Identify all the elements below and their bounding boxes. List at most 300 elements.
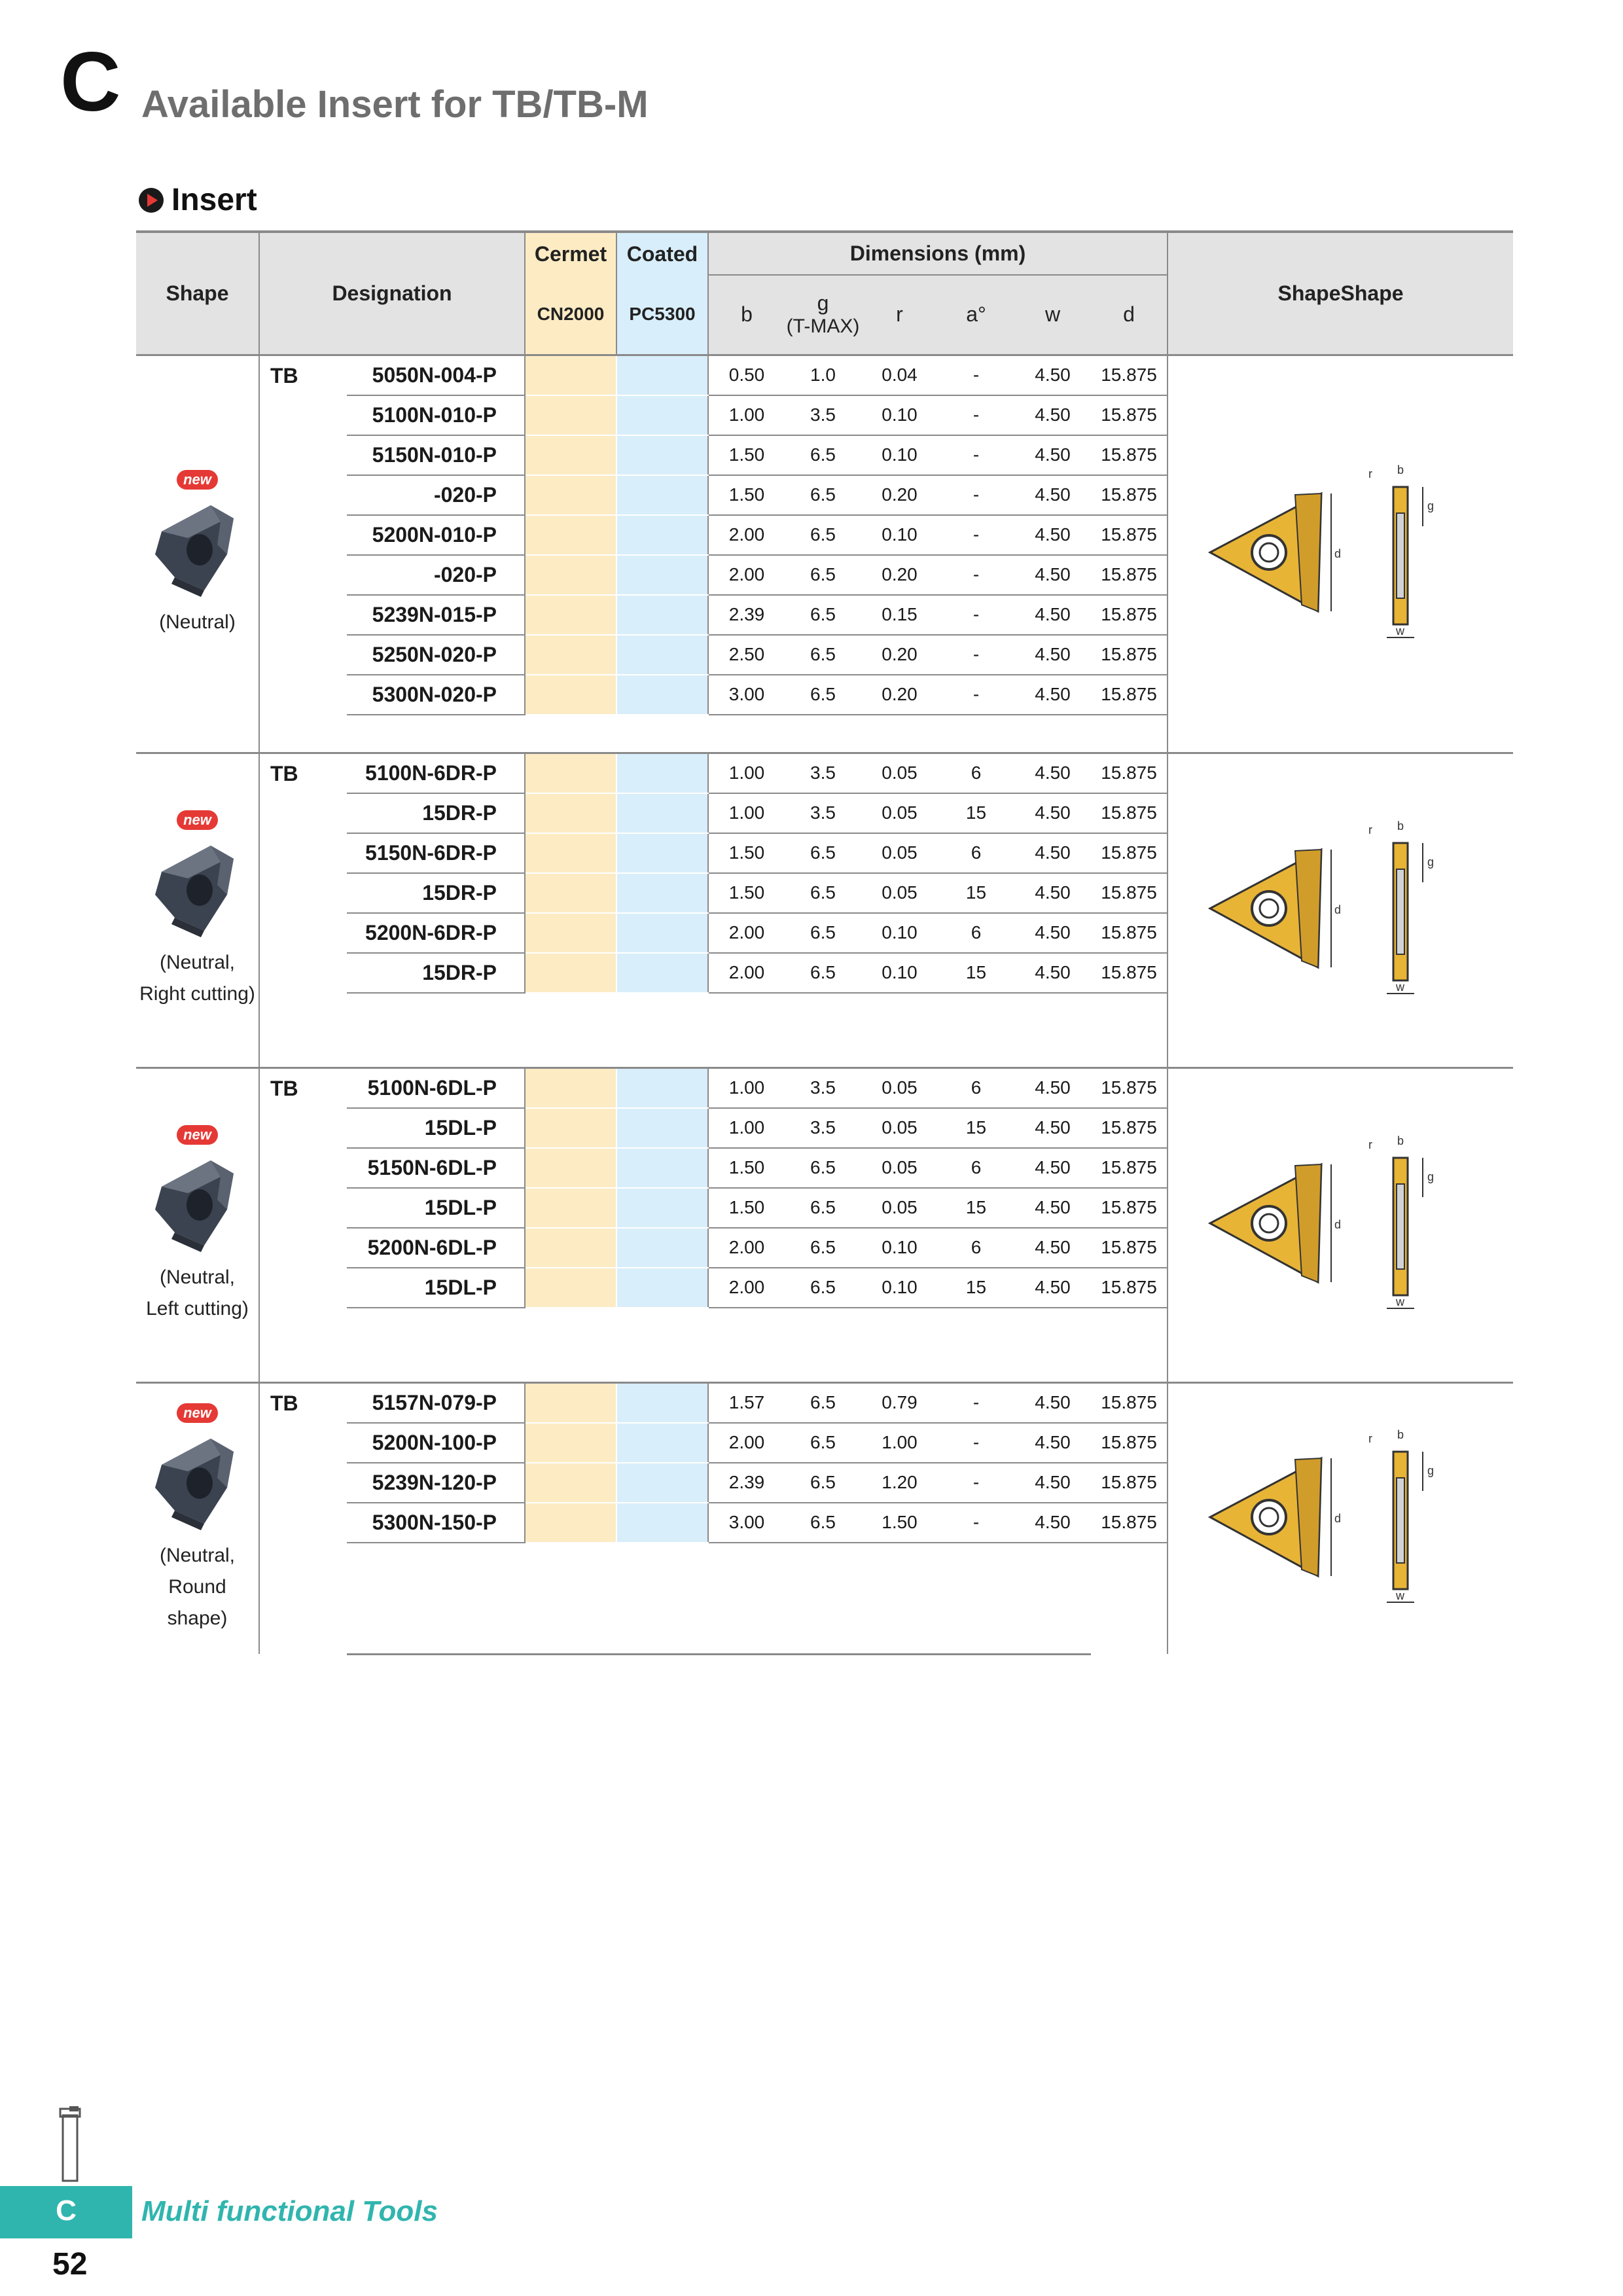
dim-a-cell: - bbox=[938, 355, 1014, 395]
spacer-cell bbox=[347, 1617, 1091, 1655]
dim-a-cell: 15 bbox=[938, 793, 1014, 833]
dim-g-cell: 3.5 bbox=[785, 395, 861, 435]
dim-d-cell: 15.875 bbox=[1091, 475, 1168, 515]
dim-b-cell: 1.50 bbox=[708, 873, 785, 913]
dim-d-cell: 15.875 bbox=[1091, 1268, 1168, 1308]
drawing-label-d: d bbox=[1334, 1218, 1341, 1231]
header-w: w bbox=[1014, 275, 1091, 355]
grade-pc5300-cell bbox=[616, 1382, 708, 1423]
shape-label-line: (Neutral, bbox=[159, 1266, 236, 1288]
shape-label-line: (Neutral, bbox=[159, 952, 236, 973]
dim-w-cell: 4.50 bbox=[1014, 555, 1091, 595]
grade-pc5300-cell bbox=[616, 793, 708, 833]
designation-cell: 5157N-079-P bbox=[347, 1382, 525, 1423]
grade-cn2000-cell bbox=[525, 1268, 616, 1308]
grade-pc5300-cell bbox=[616, 555, 708, 595]
designation-cell: -020-P bbox=[347, 555, 525, 595]
designation-cell: 5050N-004-P bbox=[347, 355, 525, 395]
dim-r-cell: 0.10 bbox=[861, 515, 938, 555]
dim-d-cell: 15.875 bbox=[1091, 1423, 1168, 1463]
dim-d-cell: 15.875 bbox=[1091, 873, 1168, 913]
dim-w-cell: 4.50 bbox=[1014, 635, 1091, 675]
dim-a-cell: 6 bbox=[938, 1228, 1014, 1268]
new-badge: new bbox=[177, 470, 218, 490]
shape-drawing-cell bbox=[1168, 1067, 1513, 1382]
grade-pc5300-cell bbox=[616, 1268, 708, 1308]
grade-pc5300-cell bbox=[616, 595, 708, 635]
designation-cell: 5150N-010-P bbox=[347, 435, 525, 475]
grade-cn2000-cell bbox=[525, 595, 616, 635]
dim-d-cell: 15.875 bbox=[1091, 515, 1168, 555]
dim-w-cell: 4.50 bbox=[1014, 1188, 1091, 1228]
dim-r-cell: 0.20 bbox=[861, 555, 938, 595]
dim-g-cell: 6.5 bbox=[785, 873, 861, 913]
dim-r-cell: 0.05 bbox=[861, 753, 938, 793]
dim-d-cell: 15.875 bbox=[1091, 395, 1168, 435]
dim-b-cell: 3.00 bbox=[708, 675, 785, 715]
new-badge: new bbox=[177, 810, 218, 830]
dim-w-cell: 4.50 bbox=[1014, 753, 1091, 793]
drawing-label-d: d bbox=[1334, 547, 1341, 560]
dim-d-cell: 15.875 bbox=[1091, 1228, 1168, 1268]
dim-d-cell: 15.875 bbox=[1091, 913, 1168, 953]
spacer-cell bbox=[347, 1345, 1091, 1383]
designation-cell: 15DL-P bbox=[347, 1188, 525, 1228]
footer-line bbox=[0, 2234, 132, 2238]
designation-cell: 5150N-6DR-P bbox=[347, 833, 525, 873]
drawing-label-r: r bbox=[1368, 467, 1372, 480]
dim-a-cell: - bbox=[938, 475, 1014, 515]
header-designation: Designation bbox=[259, 232, 525, 355]
insert-photo-icon bbox=[149, 492, 247, 603]
dim-d-cell: 15.875 bbox=[1091, 555, 1168, 595]
designation-cell: 5239N-015-P bbox=[347, 595, 525, 635]
designation-cell: 5200N-100-P bbox=[347, 1423, 525, 1463]
drawing-label-w: w bbox=[1395, 624, 1404, 637]
table-row bbox=[136, 1382, 1513, 1423]
grade-pc5300-cell bbox=[616, 435, 708, 475]
insert-table bbox=[136, 230, 1513, 1655]
dim-g-cell: 6.5 bbox=[785, 913, 861, 953]
header-d: d bbox=[1091, 275, 1168, 355]
dim-d-cell: 15.875 bbox=[1091, 1067, 1168, 1108]
dim-g-cell: 3.5 bbox=[785, 1108, 861, 1148]
dim-d-cell: 15.875 bbox=[1091, 793, 1168, 833]
arrow-circle-icon bbox=[139, 188, 164, 213]
grade-pc5300-cell bbox=[616, 953, 708, 993]
header-cermet: Cermet bbox=[525, 232, 616, 275]
dim-w-cell: 4.50 bbox=[1014, 1268, 1091, 1308]
dim-a-cell: - bbox=[938, 515, 1014, 555]
dim-a-cell: - bbox=[938, 1382, 1014, 1423]
designation-cell: 5200N-6DL-P bbox=[347, 1228, 525, 1268]
dim-g-cell: 6.5 bbox=[785, 1463, 861, 1503]
grade-pc5300-cell bbox=[616, 1463, 708, 1503]
dim-b-cell: 1.57 bbox=[708, 1382, 785, 1423]
dim-d-cell: 15.875 bbox=[1091, 833, 1168, 873]
page-number: 52 bbox=[52, 2247, 88, 2282]
header-r: r bbox=[861, 275, 938, 355]
grade-cn2000-cell bbox=[525, 675, 616, 715]
insert-dimension-drawing bbox=[1197, 810, 1485, 1007]
dim-a-cell: - bbox=[938, 555, 1014, 595]
dim-d-cell: 15.875 bbox=[1091, 635, 1168, 675]
dim-g-cell: 6.5 bbox=[785, 515, 861, 555]
header-g-sub: (T-MAX) bbox=[786, 315, 860, 337]
dim-g-cell: 6.5 bbox=[785, 833, 861, 873]
dim-r-cell: 0.10 bbox=[861, 395, 938, 435]
dim-a-cell: - bbox=[938, 635, 1014, 675]
header-a: a° bbox=[938, 275, 1014, 355]
dim-g-cell: 6.5 bbox=[785, 1268, 861, 1308]
dim-b-cell: 2.00 bbox=[708, 953, 785, 993]
designation-cell: 5250N-020-P bbox=[347, 635, 525, 675]
dim-r-cell: 0.05 bbox=[861, 1148, 938, 1188]
dim-r-cell: 0.05 bbox=[861, 1067, 938, 1108]
drawing-label-b: b bbox=[1397, 819, 1404, 833]
grade-cn2000-cell bbox=[525, 395, 616, 435]
table-body bbox=[136, 355, 1513, 1654]
spacer-cell bbox=[347, 1030, 1091, 1068]
new-badge: new bbox=[177, 1403, 218, 1423]
grade-cn2000-cell bbox=[525, 475, 616, 515]
dim-g-cell: 6.5 bbox=[785, 1228, 861, 1268]
dim-r-cell: 0.05 bbox=[861, 793, 938, 833]
dim-r-cell: 0.10 bbox=[861, 435, 938, 475]
new-badge: new bbox=[177, 1125, 218, 1145]
dim-g-cell: 3.5 bbox=[785, 1067, 861, 1108]
grade-cn2000-cell bbox=[525, 953, 616, 993]
dim-w-cell: 4.50 bbox=[1014, 675, 1091, 715]
grade-cn2000-cell bbox=[525, 1228, 616, 1268]
shape-drawing-cell bbox=[1168, 753, 1513, 1067]
dim-r-cell: 0.04 bbox=[861, 355, 938, 395]
grade-pc5300-cell bbox=[616, 1423, 708, 1463]
dim-b-cell: 1.00 bbox=[708, 753, 785, 793]
spacer-cell bbox=[347, 1543, 1091, 1580]
insert-photo-icon bbox=[149, 1147, 247, 1259]
dim-b-cell: 1.50 bbox=[708, 475, 785, 515]
dim-b-cell: 2.00 bbox=[708, 913, 785, 953]
dim-g-cell: 6.5 bbox=[785, 675, 861, 715]
dim-d-cell: 15.875 bbox=[1091, 595, 1168, 635]
dim-g-cell: 6.5 bbox=[785, 1423, 861, 1463]
header-b: b bbox=[708, 275, 785, 355]
header-pc5300: PC5300 bbox=[616, 275, 708, 355]
grade-pc5300-cell bbox=[616, 753, 708, 793]
chapter-letter: C bbox=[60, 35, 121, 129]
designation-cell: 5100N-6DR-P bbox=[347, 753, 525, 793]
dim-b-cell: 2.39 bbox=[708, 1463, 785, 1503]
designation-cell: 15DR-P bbox=[347, 953, 525, 993]
dim-r-cell: 0.20 bbox=[861, 635, 938, 675]
dim-w-cell: 4.50 bbox=[1014, 1148, 1091, 1188]
dim-a-cell: - bbox=[938, 435, 1014, 475]
drawing-label-d: d bbox=[1334, 903, 1341, 916]
grade-pc5300-cell bbox=[616, 1188, 708, 1228]
dim-g-cell: 1.0 bbox=[785, 355, 861, 395]
dim-d-cell: 15.875 bbox=[1091, 753, 1168, 793]
dim-w-cell: 4.50 bbox=[1014, 595, 1091, 635]
tool-holder-icon bbox=[56, 2106, 86, 2185]
header-coated: Coated bbox=[616, 232, 708, 275]
dim-a-cell: 15 bbox=[938, 873, 1014, 913]
drawing-label-d: d bbox=[1334, 1511, 1341, 1525]
grade-pc5300-cell bbox=[616, 1228, 708, 1268]
grade-cn2000-cell bbox=[525, 913, 616, 953]
dim-r-cell: 1.50 bbox=[861, 1503, 938, 1543]
dim-b-cell: 2.00 bbox=[708, 555, 785, 595]
insert-dimension-drawing bbox=[1197, 454, 1485, 651]
footer-chapter-letter: C bbox=[56, 2195, 77, 2227]
designation-cell: 15DL-P bbox=[347, 1268, 525, 1308]
dim-a-cell: - bbox=[938, 395, 1014, 435]
dim-d-cell: 15.875 bbox=[1091, 1108, 1168, 1148]
dim-b-cell: 2.39 bbox=[708, 595, 785, 635]
dim-r-cell: 0.20 bbox=[861, 475, 938, 515]
drawing-label-g: g bbox=[1427, 499, 1434, 512]
header-g bbox=[785, 275, 861, 355]
grade-pc5300-cell bbox=[616, 1503, 708, 1543]
dim-d-cell: 15.875 bbox=[1091, 1463, 1168, 1503]
dim-w-cell: 4.50 bbox=[1014, 475, 1091, 515]
grade-cn2000-cell bbox=[525, 753, 616, 793]
dim-a-cell: 6 bbox=[938, 1148, 1014, 1188]
dim-w-cell: 4.50 bbox=[1014, 1463, 1091, 1503]
dim-w-cell: 4.50 bbox=[1014, 1503, 1091, 1543]
dim-g-cell: 6.5 bbox=[785, 1382, 861, 1423]
dim-b-cell: 2.50 bbox=[708, 635, 785, 675]
drawing-label-b: b bbox=[1397, 463, 1404, 476]
shape-cell bbox=[136, 355, 259, 753]
designation-cell: 5100N-010-P bbox=[347, 395, 525, 435]
dim-a-cell: 15 bbox=[938, 1188, 1014, 1228]
grade-pc5300-cell bbox=[616, 675, 708, 715]
designation-prefix: TB bbox=[259, 1067, 347, 1382]
grade-pc5300-cell bbox=[616, 1108, 708, 1148]
dim-a-cell: 15 bbox=[938, 1108, 1014, 1148]
grade-cn2000-cell bbox=[525, 873, 616, 913]
dim-a-cell: - bbox=[938, 1423, 1014, 1463]
designation-prefix: TB bbox=[259, 355, 347, 753]
dim-w-cell: 4.50 bbox=[1014, 435, 1091, 475]
dim-g-cell: 6.5 bbox=[785, 635, 861, 675]
dim-a-cell: 6 bbox=[938, 913, 1014, 953]
grade-cn2000-cell bbox=[525, 793, 616, 833]
dim-r-cell: 0.10 bbox=[861, 953, 938, 993]
designation-prefix: TB bbox=[259, 753, 347, 1067]
dim-r-cell: 0.79 bbox=[861, 1382, 938, 1423]
designation-cell: -020-P bbox=[347, 475, 525, 515]
table-row bbox=[136, 1067, 1513, 1108]
dim-b-cell: 1.50 bbox=[708, 435, 785, 475]
grade-cn2000-cell bbox=[525, 1463, 616, 1503]
dim-g-cell: 3.5 bbox=[785, 793, 861, 833]
dim-g-cell: 6.5 bbox=[785, 1148, 861, 1188]
shape-cell bbox=[136, 1382, 259, 1654]
drawing-label-w: w bbox=[1395, 1295, 1404, 1308]
dim-g-cell: 6.5 bbox=[785, 555, 861, 595]
dim-d-cell: 15.875 bbox=[1091, 1382, 1168, 1423]
spacer-cell bbox=[347, 993, 1091, 1030]
dim-b-cell: 1.00 bbox=[708, 1067, 785, 1108]
dim-w-cell: 4.50 bbox=[1014, 1382, 1091, 1423]
dim-b-cell: 2.00 bbox=[708, 1268, 785, 1308]
grade-cn2000-cell bbox=[525, 1503, 616, 1543]
dim-w-cell: 4.50 bbox=[1014, 1423, 1091, 1463]
drawing-label-b: b bbox=[1397, 1134, 1404, 1147]
dim-w-cell: 4.50 bbox=[1014, 833, 1091, 873]
dim-w-cell: 4.50 bbox=[1014, 355, 1091, 395]
dim-g-cell: 6.5 bbox=[785, 595, 861, 635]
grade-cn2000-cell bbox=[525, 833, 616, 873]
footer-section-name: Multi functional Tools bbox=[141, 2195, 438, 2227]
dim-b-cell: 2.00 bbox=[708, 515, 785, 555]
dim-a-cell: 6 bbox=[938, 833, 1014, 873]
grade-pc5300-cell bbox=[616, 1148, 708, 1188]
dim-b-cell: 0.50 bbox=[708, 355, 785, 395]
drawing-label-r: r bbox=[1368, 823, 1372, 836]
dim-r-cell: 0.05 bbox=[861, 1188, 938, 1228]
dim-g-cell: 6.5 bbox=[785, 435, 861, 475]
header-cn2000: CN2000 bbox=[525, 275, 616, 355]
drawing-label-r: r bbox=[1368, 1138, 1372, 1151]
dim-d-cell: 15.875 bbox=[1091, 953, 1168, 993]
dim-r-cell: 0.05 bbox=[861, 1108, 938, 1148]
dim-w-cell: 4.50 bbox=[1014, 1067, 1091, 1108]
shape-drawing-cell bbox=[1168, 355, 1513, 753]
shape-label-line: (Neutral, bbox=[159, 1544, 236, 1566]
dim-b-cell: 1.00 bbox=[708, 793, 785, 833]
grade-cn2000-cell bbox=[525, 1148, 616, 1188]
dim-a-cell: - bbox=[938, 1463, 1014, 1503]
dim-a-cell: - bbox=[938, 1503, 1014, 1543]
dim-w-cell: 4.50 bbox=[1014, 1228, 1091, 1268]
grade-pc5300-cell bbox=[616, 395, 708, 435]
dim-g-cell: 6.5 bbox=[785, 1188, 861, 1228]
dim-g-cell: 6.5 bbox=[785, 475, 861, 515]
drawing-label-g: g bbox=[1427, 1170, 1434, 1183]
dim-w-cell: 4.50 bbox=[1014, 953, 1091, 993]
designation-cell: 5200N-6DR-P bbox=[347, 913, 525, 953]
designation-cell: 15DL-P bbox=[347, 1108, 525, 1148]
header-shape: Shape bbox=[136, 232, 259, 355]
grade-cn2000-cell bbox=[525, 555, 616, 595]
dim-b-cell: 1.00 bbox=[708, 395, 785, 435]
grade-cn2000-cell bbox=[525, 635, 616, 675]
drawing-label-g: g bbox=[1427, 1463, 1434, 1477]
dim-r-cell: 1.00 bbox=[861, 1423, 938, 1463]
grade-pc5300-cell bbox=[616, 355, 708, 395]
dim-r-cell: 0.20 bbox=[861, 675, 938, 715]
shape-cell bbox=[136, 753, 259, 1067]
dim-d-cell: 15.875 bbox=[1091, 435, 1168, 475]
header-dimensions: Dimensions (mm) bbox=[708, 232, 1168, 275]
dim-b-cell: 1.50 bbox=[708, 833, 785, 873]
grade-cn2000-cell bbox=[525, 1423, 616, 1463]
dim-b-cell: 2.00 bbox=[708, 1423, 785, 1463]
shape-label-line: Left cutting) bbox=[146, 1298, 249, 1319]
table-row bbox=[136, 355, 1513, 395]
drawing-label-w: w bbox=[1395, 1588, 1404, 1602]
dim-r-cell: 0.05 bbox=[861, 833, 938, 873]
dim-w-cell: 4.50 bbox=[1014, 515, 1091, 555]
grade-pc5300-cell bbox=[616, 833, 708, 873]
insert-photo-icon bbox=[149, 1426, 247, 1537]
designation-cell: 5239N-120-P bbox=[347, 1463, 525, 1503]
drawing-label-r: r bbox=[1368, 1431, 1372, 1445]
dim-r-cell: 1.20 bbox=[861, 1463, 938, 1503]
drawing-label-b: b bbox=[1397, 1427, 1404, 1441]
dim-g-cell: 6.5 bbox=[785, 1503, 861, 1543]
dim-d-cell: 15.875 bbox=[1091, 1148, 1168, 1188]
dim-a-cell: 6 bbox=[938, 753, 1014, 793]
section-header bbox=[139, 182, 257, 218]
dim-r-cell: 0.10 bbox=[861, 1268, 938, 1308]
grade-cn2000-cell bbox=[525, 355, 616, 395]
table-row bbox=[136, 753, 1513, 793]
dim-b-cell: 1.50 bbox=[708, 1148, 785, 1188]
shape-cell bbox=[136, 1067, 259, 1382]
dim-r-cell: 0.05 bbox=[861, 873, 938, 913]
grade-pc5300-cell bbox=[616, 515, 708, 555]
shape-label-line: Round shape) bbox=[167, 1575, 228, 1629]
spacer-cell bbox=[347, 1580, 1091, 1617]
section-title: Insert bbox=[171, 183, 257, 217]
insert-dimension-drawing bbox=[1197, 1419, 1485, 1615]
dim-a-cell: 15 bbox=[938, 953, 1014, 993]
designation-cell: 5150N-6DL-P bbox=[347, 1148, 525, 1188]
designation-cell: 5100N-6DL-P bbox=[347, 1067, 525, 1108]
designation-cell: 5300N-150-P bbox=[347, 1503, 525, 1543]
designation-cell: 5200N-010-P bbox=[347, 515, 525, 555]
dim-w-cell: 4.50 bbox=[1014, 913, 1091, 953]
dim-g-cell: 6.5 bbox=[785, 953, 861, 993]
dim-w-cell: 4.50 bbox=[1014, 873, 1091, 913]
dim-d-cell: 15.875 bbox=[1091, 355, 1168, 395]
grade-pc5300-cell bbox=[616, 635, 708, 675]
dim-d-cell: 15.875 bbox=[1091, 1503, 1168, 1543]
header-shape-drawing: ShapeShape bbox=[1168, 232, 1513, 355]
spacer-cell bbox=[347, 715, 1091, 753]
dim-a-cell: - bbox=[938, 675, 1014, 715]
grade-cn2000-cell bbox=[525, 1108, 616, 1148]
insert-dimension-drawing bbox=[1197, 1125, 1485, 1321]
designation-prefix: TB bbox=[259, 1382, 347, 1654]
grade-cn2000-cell bbox=[525, 1382, 616, 1423]
drawing-label-w: w bbox=[1395, 980, 1404, 994]
page-title: Available Insert for TB/TB-M bbox=[141, 83, 649, 126]
dim-w-cell: 4.50 bbox=[1014, 1108, 1091, 1148]
shape-label-line: Right cutting) bbox=[139, 983, 255, 1005]
dim-r-cell: 0.15 bbox=[861, 595, 938, 635]
dim-d-cell: 15.875 bbox=[1091, 675, 1168, 715]
grade-cn2000-cell bbox=[525, 1188, 616, 1228]
shape-drawing-cell bbox=[1168, 1382, 1513, 1654]
grade-pc5300-cell bbox=[616, 475, 708, 515]
grade-cn2000-cell bbox=[525, 1067, 616, 1108]
shape-label-line: (Neutral) bbox=[159, 611, 236, 633]
grade-pc5300-cell bbox=[616, 913, 708, 953]
drawing-label-g: g bbox=[1427, 855, 1434, 869]
dim-g-cell: 3.5 bbox=[785, 753, 861, 793]
dim-w-cell: 4.50 bbox=[1014, 793, 1091, 833]
header-g-label: g bbox=[817, 291, 829, 315]
dim-a-cell: 6 bbox=[938, 1067, 1014, 1108]
dim-b-cell: 3.00 bbox=[708, 1503, 785, 1543]
designation-cell: 15DR-P bbox=[347, 873, 525, 913]
spacer-cell bbox=[347, 1308, 1091, 1345]
